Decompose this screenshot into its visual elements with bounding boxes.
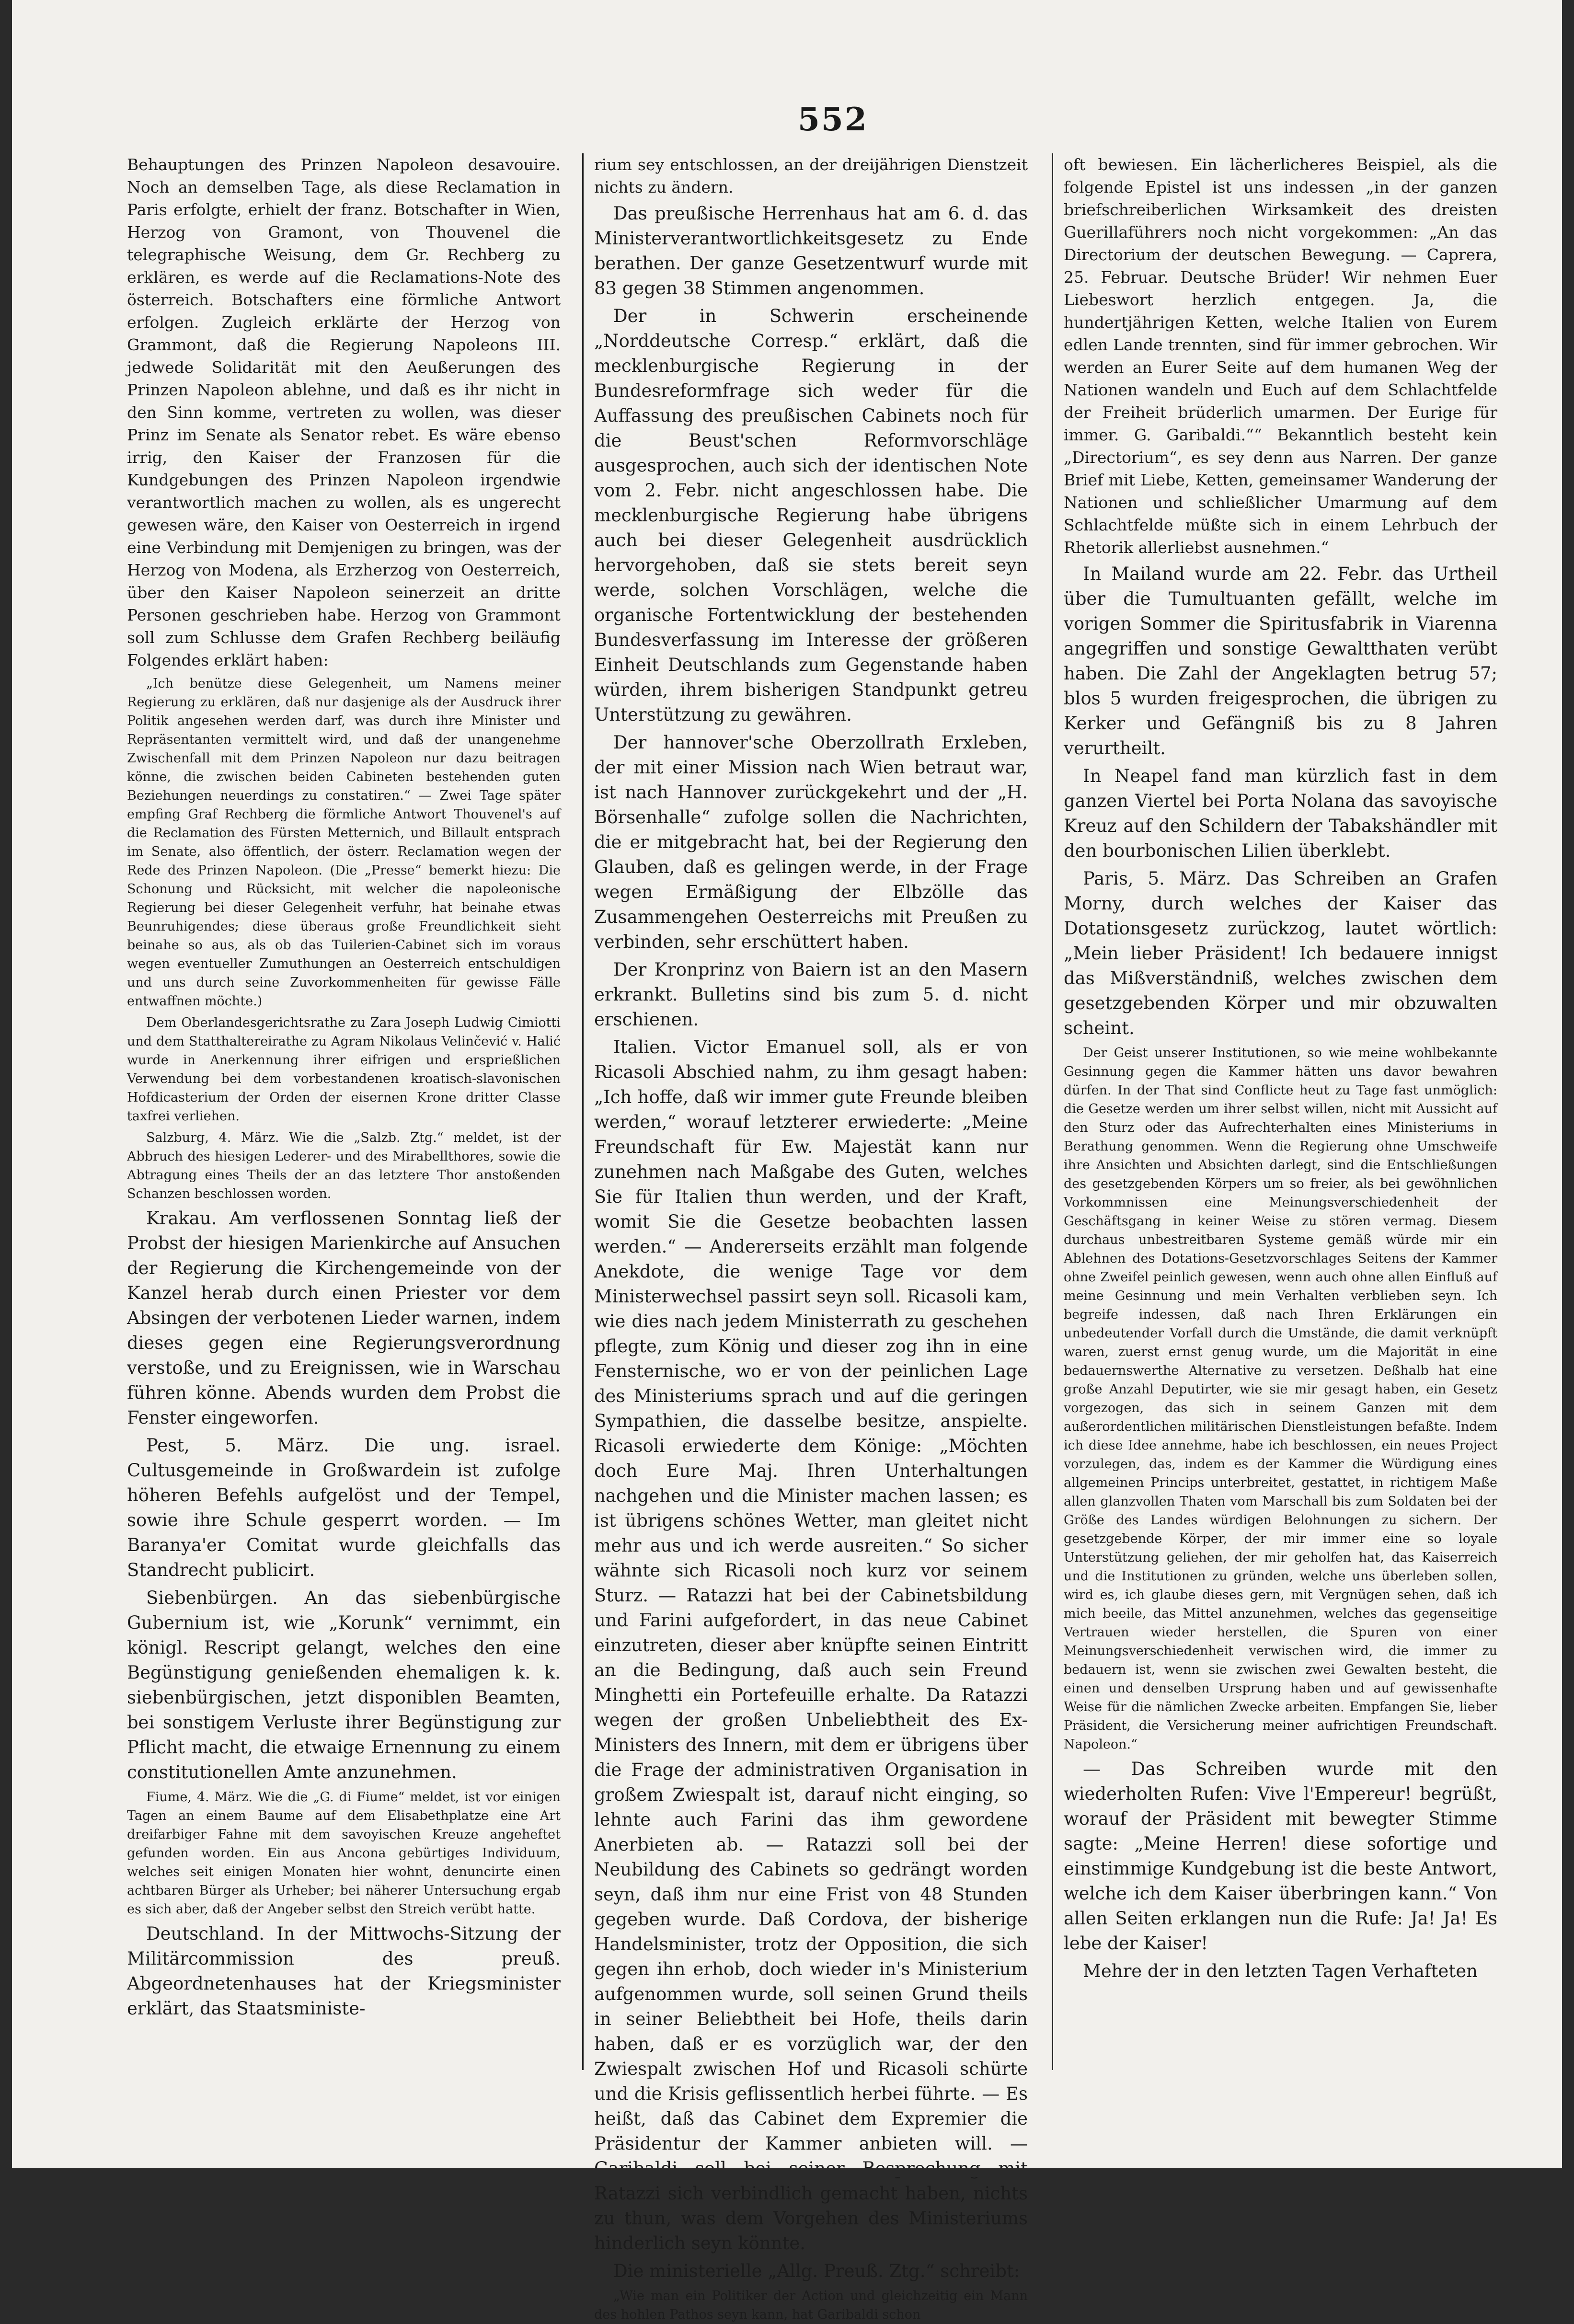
column-middle xyxy=(594,153,1028,2322)
article-paragraph: Dem Oberlandesgerichtsrathe zu Zara Joseph Ludwig Cimiotti und dem Statthaltereirathe zu Agram Nikolaus Velinčević v. Halić wurde in Anerkennung ihrer eifrigen und ersprießlichen Verwendung bei dem vorbestandenen kroatisch-slavonischen Hofdicasterium der Orden der eisernen Krone dritter Classe taxfrei verliehen. xyxy=(127,1015,561,1124)
article-paragraph: Der Kronprinz von Baiern ist an den Masern erkrankt. Bulletins sind bis zum 5. d. nicht erschienen. xyxy=(594,959,1028,1030)
article-paragraph: oft bewiesen. Ein lächerlicheres Beispiel, als die folgende Epistel ist uns indessen „in der ganzen briefschreiberlichen Wirksamkeit des dreisten Guerillaführers noch nicht vorgekommen: „An das Directorium der deutschen Bewegung. — Caprera, 25. Februar. Deutsche Brüder! Wir nehmen Euer Liebeswort herzlich entgegen. Ja, die hundertjährigen Ketten, welche Italien von Eurem edlen Lande trennten, sind für immer gebrochen. Wir werden an Eurer Seite auf dem humanen Weg der Nationen wandeln und Euch auf dem Schlachtfelde der Freiheit brüderlich umarmen. Der Eurige für immer. G. Garibaldi.““ Bekanntlich besteht kein „Directorium“, es sey denn aus Narren. Der ganze Brief mit Liebe, Ketten, gemeinsamer Wanderung der Nationen und schließlicher Umarmung auf dem Schlachtfelde müßte sich in einem Lehrbuch der Rhetorik allerliebst ausnehmen.“ xyxy=(1064,155,1497,557)
article-paragraph: Behauptungen des Prinzen Napoleon desavouire. Noch an demselben Tage, als diese Reclamation in Paris erfolgte, erhielt der franz. Botschafter in Wien, Herzog von Gramont, von Thouvenel die telegraphische Weisung, dem Gr. Rechberg zu erklären, es werde auf die Reclamations-Note des österreich. Botschafters eine förmliche Antwort erfolgen. Zugleich erklärte der Herzog von Grammont, daß die Regierung Napoleons III. jedwede Solidarität mit den Aeußerungen des Prinzen Napoleon ablehne, und daß es ihr nicht in den Sinn komme, vertreten zu wollen, was dieser Prinz im Senate als Senator rebet. Es wäre ebenso irrig, den Kaiser der Franzosen für die Kundgebungen des Prinzen Napoleon irgendwie verantwortlich machen zu wollen, als es ungerecht gewesen wäre, den Kaiser von Oesterreich in irgend eine Verbindung mit Demjenigen zu bringen, was der Herzog von Modena, als Erzherzog von Oesterreich, über den Kaiser Napoleon seinerzeit an dritte Personen geschrieben habe. Herzog von Grammont soll zum Schlusse dem Grafen Rechberg beiläufig Folgendes erklärt haben: xyxy=(127,155,561,669)
article-paragraph: Der in Schwerin erscheinende „Norddeutsche Corresp.“ erklärt, daß die mecklenburgische Regierung in der Bundesreformfrage sich weder für die Auffassung des preußischen Cabinets noch für die Beust'schen Reformvorschläge ausgesprochen, auch sich der identischen Note vom 2. Febr. nicht angeschlossen habe. Die mecklenburgische Regierung habe übrigens auch bei dieser Gelegenheit ausdrücklich hervorgehoben, daß sie stets bereit seyn werde, solchen Vorschlägen, welche die organische Fortentwicklung der bestehenden Bundesverfassung im Interesse der größeren Einheit Deutschlands zum Gegenstande haben würden, ihrem bisherigen Standpunkt getreu Unterstützung zu gewähren. xyxy=(594,306,1028,725)
article-paragraph: In Neapel fand man kürzlich fast in dem ganzen Viertel bei Porta Nolana das savoyische Kreuz auf den Schildern der Tabakshändler mit den bourbonischen Lilien überklebt. xyxy=(1064,766,1497,861)
article-paragraph: Paris, 5. März. Das Schreiben an Grafen Morny, durch welches der Kaiser das Dotationsgesetz zurückzog, lautet wörtlich: „Mein lieber Präsident! Ich bedauere innigst das Mißverständniß, welches zwischen dem gesetzgebenden Körper und mir obzuwalten scheint. xyxy=(1064,868,1497,1038)
article-paragraph: Pest, 5. März. Die ung. israel. Cultusgemeinde in Großwardein ist zufolge höheren Befehls aufgelöst und der Tempel, sowie ihre Schule gesperrt worden. — Im Baranya'er Comitat wurde gleichfalls das Standrecht publicirt. xyxy=(127,1435,561,1580)
article-paragraph: rium sey entschlossen, an der dreijährigen Dienstzeit nichts zu ändern. xyxy=(594,155,1028,196)
column-divider xyxy=(582,153,584,2070)
column-divider xyxy=(1052,153,1053,2070)
article-paragraph: Fiume, 4. März. Wie die „G. di Fiume“ meldet, ist vor einigen Tagen an einem Baume auf dem Elisabethplatze eine Art dreifarbiger Fahne mit dem savoyischen Kreuze angeheftet gefunden worden. Ein aus Ancona gebürtiges Individuum, welches seit einigen Monaten hier wohnt, denuncirte einen achtbaren Bürger als Urheber; bei näherer Untersuchung ergab es sich aber, daß der Angeber selbst den Streich verübt hatte. xyxy=(127,1790,561,1917)
article-paragraph: — Das Schreiben wurde mit den wiederholten Rufen: Vive l'Empereur! begrüßt, worauf der Präsident mit bewegter Stimme sagte: „Meine Herren! diese sofortige und einstimmige Kundgebung ist die beste Antwort, welche ich dem Kaiser überbringen kann.“ Von allen Seiten erklangen nun die Rufe: Ja! Ja! Es lebe der Kaiser! xyxy=(1064,1759,1497,1954)
article-paragraph: In Mailand wurde am 22. Febr. das Urtheil über die Tumultuanten gefällt, welche im vorigen Sommer die Spiritusfabrik in Viarenna angegriffen und sonstige Gewaltthaten verübt haben. Die Zahl der Angeklagten betrug 57; blos 5 wurden freigesprochen, die übrigen zu Kerker und Gefängniß bis zu 8 Jahren verurtheilt. xyxy=(1064,564,1497,759)
article-paragraph: Die ministerielle „Allg. Preuß. Ztg.“ schreibt: xyxy=(613,2261,1020,2281)
page-number: 552 xyxy=(798,101,868,138)
article-paragraph: „Ich benütze diese Gelegenheit, um Namens meiner Regierung zu erklären, daß nur dasjenige als der Ausdruck ihrer Politik angesehen werden darf, was durch ihre Minister und Repräsentanten vermittelt wird, und daß der unangenehme Zwischenfall mit dem Prinzen Napoleon nur dazu beitragen könne, die zwischen beiden Cabineten bestehenden guten Beziehungen neuerdings zu constatiren.“ — Zwei Tage später empfing Graf Rechberg die förmliche Antwort Thouvenel's auf die Reclamation des Fürsten Metternich, und Billault entsprach im Senate, also öffentlich, der österr. Reclamation wegen der Rede des Prinzen Napoleon. (Die „Presse“ bemerkt hiezu: Die Schonung und Rücksicht, mit welcher die napoleonische Regierung bei dieser Gelegenheit verfuhr, hat beinahe etwas Beunruhigendes; diese überaus große Freundlichkeit sieht beinahe so aus, als ob das Tuilerien-Cabinet sich im voraus wegen eventueller Zumuthungen an Oesterreich entschuldigen und uns durch seine Zuvorkommenheiten für gewisse Fälle entwaffnen möchte.) xyxy=(127,676,561,1009)
article-paragraph: Krakau. Am verflossenen Sonntag ließ der Probst der hiesigen Marienkirche auf Ansuchen der Regierung die Kirchengemeinde von der Kanzel herab durch einen Priester vor dem Absingen der verbotenen Lieder warnen, indem dieses gegen eine Regierungsverordnung verstoße, und zu Ereignissen, wie in Warschau führen könne. Abends wurden dem Probst die Fenster eingeworfen. xyxy=(127,1208,561,1428)
article-paragraph: Siebenbürgen. An das siebenbürgische Gubernium ist, wie „Korunk“ vernimmt, ein königl. Rescript gelangt, welches den eine Begünstigung genießenden ehemaligen k. k. siebenbürgischen, jetzt disponiblen Beamten, bei sonstigem Verluste ihrer Begünstigung zur Pflicht macht, die etwaige Ernennung zu einem constitutionellen Amte anzunehmen. xyxy=(127,1588,561,1783)
article-paragraph: Das preußische Herrenhaus hat am 6. d. das Ministerverantwortlichkeitsgesetz zu Ende berathen. Der ganze Gesetzentwurf wurde mit 83 gegen 38 Stimmen angenommen. xyxy=(594,203,1028,299)
newspaper-page xyxy=(12,0,1562,2322)
column-right xyxy=(1064,153,1497,2070)
article-paragraph: Der hannover'sche Oberzollrath Erxleben, der mit einer Mission nach Wien betraut war, ist nach Hannover zurückgekehrt und der „H. Börsenhalle“ zufolge sollen die Nachrichten, die er mitgebracht hat, bei der Regierung den Glauben, daß es gelingen werde, in der Frage wegen Ermäßigung der Elbzölle das Zusammengehen Oesterreichs mit Preußen zu verbinden, sehr erschüttert haben. xyxy=(594,732,1028,952)
article-paragraph: „Wie man ein Politiker der Action und gleichzeitig ein Mann des hohlen Pathos seyn kann, hat Garibaldi schon xyxy=(594,2289,1028,2322)
article-paragraph: Italien. Victor Emanuel soll, als er von Ricasoli Abschied nahm, zu ihm gesagt haben: „Ich hoffe, daß wir immer gute Freunde bleiben werden,“ worauf letzterer erwiederte: „Meine Freundschaft für Ew. Majestät kann nur zunehmen nach Maßgabe des Guten, welches Sie für Italien thun werden, und der Kraft, womit Sie die Gesetze beobachten lassen werden.“ — Andererseits erzählt man folgende Anekdote, die wenige Tage vor dem Ministerwechsel passirt seyn soll. Ricasoli kam, wie dies nach jedem Ministerrath zu geschehen pflegte, zum König und dieser zog ihn in eine Fensternische, wo er von der peinlichen Lage des Ministeriums sprach und auf die geringen Sympathien, die dasselbe besitze, anspielte. Ricasoli erwiederte dem Könige: „Möchten doch Eure Maj. Ihren Unterhaltungen nachgehen und die Minister machen lassen; es ist übrigens schönes Wetter, man gleitet nicht mehr aus und ich werde ausreiten.“ So sicher wähnte sich Ricasoli noch kurz vor seinem Sturz. — Ratazzi hat bei der Cabinetsbildung und Farini aufgefordert, in das neue Cabinet einzutreten, dieser aber knüpfte seinen Eintritt an die Bedingung, daß auch sein Freund Minghetti ein Portefeuille erhalte. Da Ratazzi wegen der großen Unbeliebtheit des Ex-Ministers des Innern, mit dem er übrigens über die Frage der administrativen Organisation in großem Zwiespalt ist, darauf nicht einging, so lehnte auch Farini das ihm gewordene Anerbieten ab. — Ratazzi soll bei der Neubildung des Cabinets so gedrängt worden seyn, daß ihm nur eine Frist von 48 Stunden gegeben wurde. Daß Cordova, der bisherige Handelsminister, trotz der Opposition, die sich gegen ihn erhob, doch wieder in's Ministerium aufgenommen wurde, soll seinen Grund theils in seiner Beliebtheit bei Hofe, theils darin haben, daß er es vorzüglich war, der den Zwiespalt zwischen Hof und Ricasoli schürte und die Krisis geflissentlich herbei führte. — Es heißt, daß das Cabinet dem Expremier die Präsidentur der Kammer anbieten will. — Ratazzi sich verbindlich gemacht haben, nichts zu thun, was dem Vorgehen des Ministeriums hinderlich seyn könnte. xyxy=(594,1037,1028,2254)
article-paragraph: Deutschland. In der Mittwochs-Sitzung der Militärcommission des preuß. Abgeordnetenhauses hat der Kriegsminister erklärt, das Staatsministe- xyxy=(127,1923,561,2019)
article-paragraph: Salzburg, 4. März. Wie die „Salzb. Ztg.“ meldet, ist der Abbruch des hiesigen Lederer- und des Mirabellthores, sowie die Abtragung eines Theils der an das letztere Thor anstoßenden Schanzen beschlossen worden. xyxy=(127,1130,561,1201)
article-paragraph: Der Geist unserer Institutionen, so wie meine wohlbekannte Gesinnung gegen die Kammer hätten uns davor bewahren dürfen. In der That sind Conflicte heut zu Tage fast unmöglich: die Gesetze werden um ihrer selbst willen, nicht mit Aussicht auf den Sturz oder das Aufrechterhalten eines Ministeriums in Berathung genommen. Wenn die Regierung ohne Umschweife ihre Ansichten und Absichten darlegt, sind die Entschließungen des gesetzgebenden Körpers um so freier, als bei gewöhnlichen Vorkommnissen eine Meinungsverschiedenheit der Geschäftsgang in keiner Weise zu stören vermag. Diesem durchaus unbestreitbaren Systeme gemäß würde mir ein Ablehnen des Dotations-Gesetzvorschlages Seitens der Kammer ohne Zweifel peinlich gewesen, wenn auch ohne allen Einfluß auf meine Gesinnung und mein Verhalten verblieben seyn. Ich begreife indessen, daß nach Ihren Erklärungen ein unbedeutender Vorfall durch die Umstände, die damit verknüpft waren, zuerst ernst genug wurde, um die Majorität in eine bedauernswerthe Alternative zu versetzen. Deßhalb hat eine große Anzahl Deputirter, wie sie mir gesagt haben, ein Gesetz vorgezogen, das sich in seinem Ganzen mit dem außerordentlichen militärischen Dienstleistungen befaßte. Indem ich diese Idee annehme, habe ich beschlossen, ein neues Project vorzulegen, das, indem es der Kammer die Würdigung eines allgemeinen Princips unterbreitet, gestattet, in richtigem Maße allen glanzvollen Thaten vom Marschall bis zum Soldaten bei der Größe des Landes würdigen Belohnungen zu sichern. Der gesetzgebende Körper, der mir immer eine so loyale Unterstützung geliehen, der mir geholfen hat, das Kaiserreich und die Institutionen zu gründen, welche uns überleben sollen, wird es, ich glaube dieses gern, mit Vergnügen sehen, daß ich mich beeile, das Mittel anzunehmen, welches das gegenseitige Vertrauen wieder herstellen, die Spuren von einer Meinungsverschiedenheit verwischen wird, die immer zu bedauern ist, wenn sie zwischen zwei Gewalten besteht, die einen und denselben Ursprung haben und auf gewissenhafte Weise für die nämlichen Zwecke arbeiten. Empfangen Sie, lieber Präsident, die Versicherung meiner aufrichtigen Freundschaft. Napoleon.“ xyxy=(1064,1046,1497,1752)
article-paragraph: Mehre der in den letzten Tagen Verhafteten xyxy=(1083,1961,1478,1981)
scan-border xyxy=(0,2168,1574,2177)
column-left xyxy=(127,153,561,2070)
